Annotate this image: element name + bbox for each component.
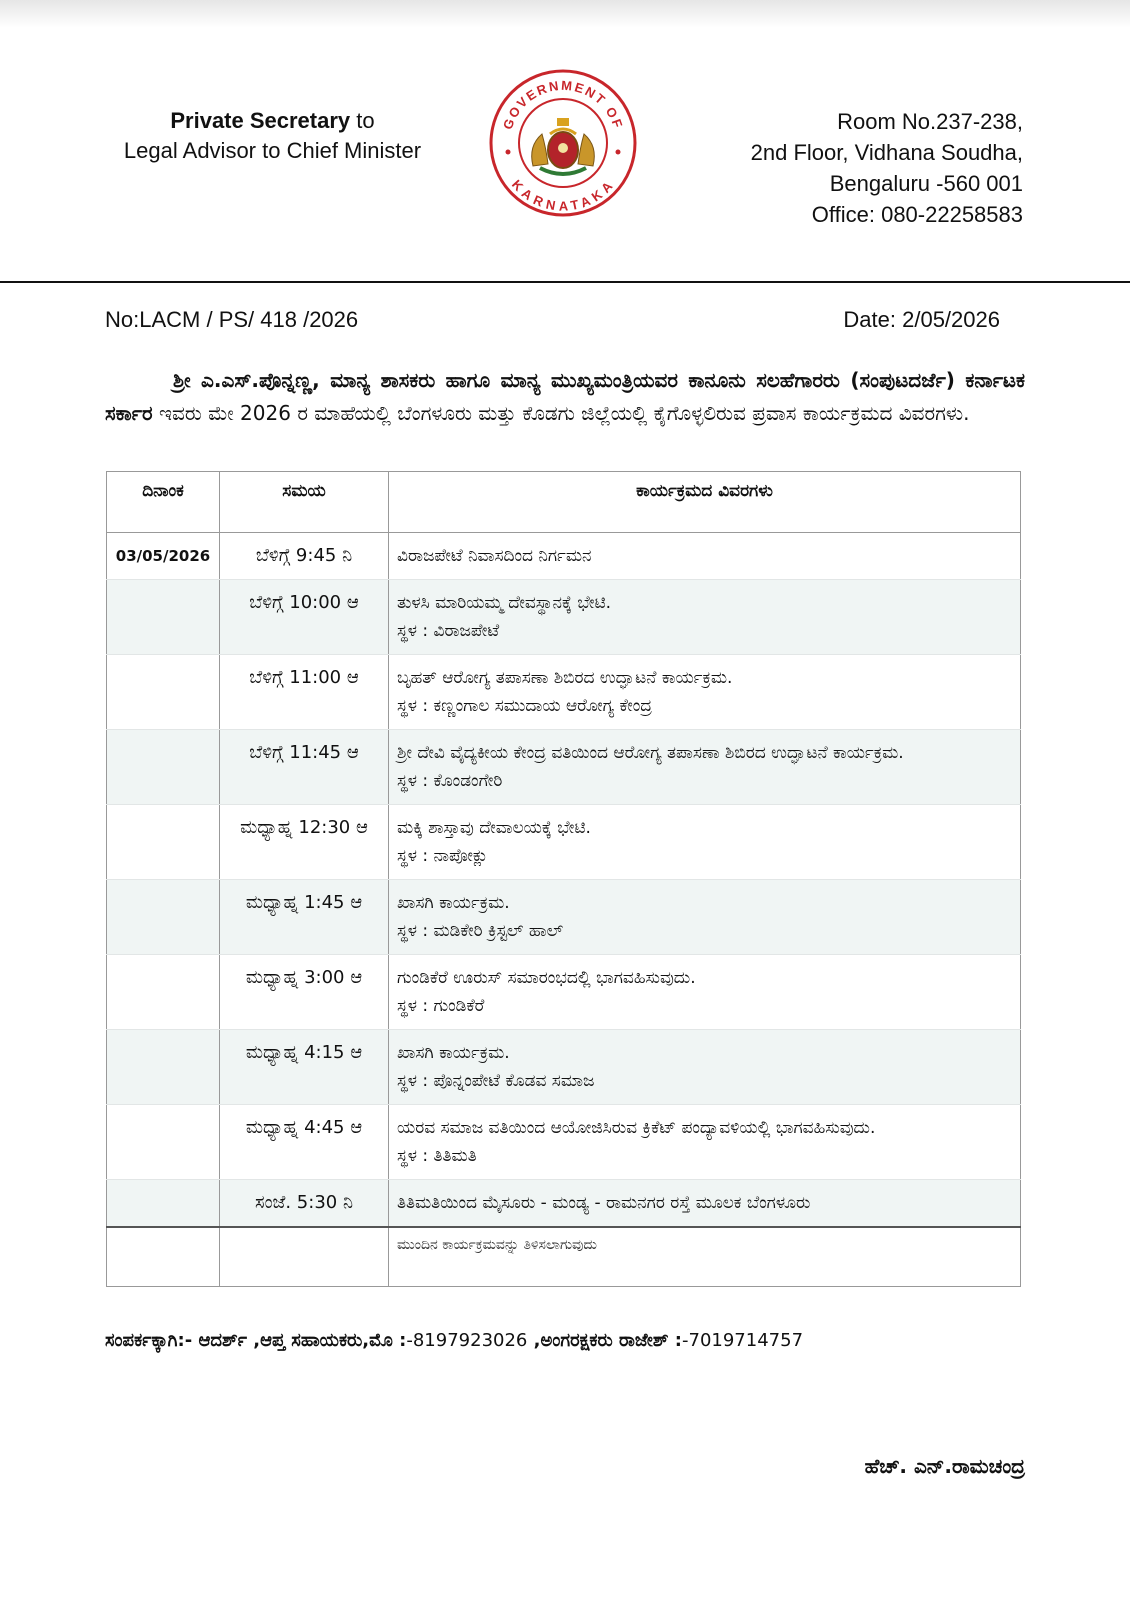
event-line: ಸ್ಥಳ : ವಿರಾಜಪೇಟೆ (397, 621, 500, 641)
sender-title (105, 106, 440, 166)
row-time: ಬೆಳಿಗ್ಗೆ 10:00 ಆ (220, 580, 389, 655)
sender-role-suffix: to (350, 108, 375, 133)
row-date (107, 1180, 220, 1228)
row-details (389, 655, 1021, 730)
row-date: 03/05/2026 (107, 533, 220, 580)
row-time: ಮಧ್ಯಾಹ್ನ 4:15 ಆ (220, 1030, 389, 1105)
header-time: ಸಮಯ (220, 472, 389, 533)
row-date (107, 880, 220, 955)
event-description: ಯರವ ಸಮಾಜ ವತಿಯಿಂದ ಆಯೋಜಿಸಿರುವ ಕ್ರಿಕೆಟ್ ಪಂದ್ಯಾವಳಿಯಲ್ಲಿ ಭಾಗವಹಿಸುವುದು. (397, 1118, 876, 1138)
event-description: ಮಕ್ಕಿ ಶಾಸ್ತಾವು ದೇವಾಲಯಕ್ಕೆ ಭೇಟಿ. (397, 818, 591, 838)
intro-paragraph (105, 364, 1025, 430)
address-line: Bengaluru -560 001 (829, 171, 1023, 196)
row-date (107, 805, 220, 880)
office-address (693, 106, 1023, 230)
event-description: ತುಳಸಿ ಮಾರಿಯಮ್ಮ ದೇವಸ್ಥಾನಕ್ಕೆ ಭೇಟಿ. (397, 593, 612, 613)
row-details (389, 1105, 1021, 1180)
row-time: ಬೆಳಿಗ್ಗೆ 11:45 ಆ (220, 730, 389, 805)
row-details (389, 533, 1021, 580)
event-description: ತಿತಿಮತಿಯಿಂದ ಮೈಸೂರು - ಮಂಡ್ಯ - ರಾಮನಗರ ರಸ್ತೆ ಮೂಲಕ ಬೆಂಗಳೂರು (397, 1193, 811, 1213)
event-line: ಸ್ಥಳ : ತಿತಿಮತಿ (397, 1146, 477, 1166)
table-row (107, 1030, 1021, 1105)
contact-bodyguard: ,ಅಂಗರಕ್ಷಕರು ರಾಜೇಶ್ : (527, 1330, 682, 1351)
event-line: ಸ್ಥಳ : ನಾಪೋಕ್ಲು (397, 846, 488, 866)
header-details: ಕಾರ್ಯಕ್ರಮದ ವಿವರಗಳು (389, 472, 1021, 533)
sender-office: Legal Advisor to Chief Minister (123, 138, 422, 163)
karnataka-seal-logo (488, 68, 638, 218)
svg-text:GOVERNMENT OF: GOVERNMENT OF (499, 77, 627, 132)
row-time: ಸಂಜೆ. 5:30 ನಿ (220, 1180, 389, 1228)
contact-phone: -7019714757 (682, 1330, 804, 1351)
address-line: 2nd Floor, Vidhana Soudha, (750, 140, 1023, 165)
row-date (107, 1105, 220, 1180)
reference-line (105, 307, 1000, 333)
footer-note: ಮುಂದಿನ ಕಾರ್ಯಕ್ರಮವನ್ನು ತಿಳಿಸಲಾಗುವುದು (389, 1227, 1021, 1287)
event-line: ಸ್ಥಳ : ಕಣ್ಣಂಗಾಲ ಸಮುದಾಯ ಆರೋಗ್ಯ ಕೇಂದ್ರ (397, 696, 653, 716)
row-date (107, 955, 220, 1030)
row-details (389, 1180, 1021, 1228)
sender-role: Private Secretary (170, 108, 351, 133)
row-details (389, 955, 1021, 1030)
row-details (389, 805, 1021, 880)
header-date: ದಿನಾಂಕ (107, 472, 220, 533)
event-line: ಸ್ಥಳ : ಪೊನ್ನಂಪೇಟೆ ಕೊಡವ ಸಮಾಜ (397, 1071, 595, 1091)
table-row (107, 1105, 1021, 1180)
table-footer-row (107, 1227, 1021, 1287)
event-description: ಖಾಸಗಿ ಕಾರ್ಯಕ್ರಮ. (397, 893, 510, 913)
event-description: ಗುಂಡಿಕೆರೆ ಊರುಸ್ ಸಮಾರಂಭದಲ್ಲಿ ಭಾಗವಹಿಸುವುದು. (397, 968, 696, 988)
intro-subject: ಶ್ರೀ ಎ.ಎಸ್.ಪೊನ್ನಣ್ಣ, ಮಾನ್ಯ ಶಾಸಕರು ಹಾಗೂ ಮಾನ್ಯ ಮುಖ್ಯಮಂತ್ರಿಯವರ ಕಾನೂನು ಸಲಹೆಗಾರರು (ಸಂಪುಟದರ್ಜೆ) ಕರ್ನಾಟಕ ಸರ್ಕಾರ (105, 368, 1025, 425)
row-time: ಬೆಳಿಗ್ಗೆ 9:45 ನಿ (220, 533, 389, 580)
reference-number: No:LACM / PS/ 418 /2026 (105, 307, 359, 332)
row-details (389, 730, 1021, 805)
header-divider (0, 281, 1130, 283)
signature-name: ಹೆಚ್. ಎನ್.ರಾಮಚಂದ್ರ (864, 1454, 1025, 1478)
row-time: ಮಧ್ಯಾಹ್ನ 12:30 ಆ (220, 805, 389, 880)
row-date (107, 1030, 220, 1105)
table-row (107, 1180, 1021, 1228)
event-line: ಸ್ಥಳ : ಗುಂಡಿಕೆರೆ (397, 996, 485, 1016)
table-row (107, 955, 1021, 1030)
footer-empty-cell (107, 1227, 220, 1287)
row-time: ಮಧ್ಯಾಹ್ನ 4:45 ಆ (220, 1105, 389, 1180)
event-line: ಸ್ಥಳ : ಕೊಂಡಂಗೇರಿ (397, 771, 503, 791)
row-time: ಮಧ್ಯಾಹ್ನ 3:00 ಆ (220, 955, 389, 1030)
table-row (107, 580, 1021, 655)
office-phone: Office: 080-22258583 (811, 202, 1023, 227)
row-date (107, 730, 220, 805)
table-row (107, 533, 1021, 580)
row-date (107, 580, 220, 655)
footer-empty-cell (220, 1227, 389, 1287)
table-row (107, 805, 1021, 880)
contact-phone: -8197923026 (406, 1330, 528, 1351)
row-details (389, 880, 1021, 955)
svg-text:KARNATAKA: KARNATAKA (508, 176, 618, 214)
row-details (389, 1030, 1021, 1105)
table-row (107, 880, 1021, 955)
event-description: ಖಾಸಗಿ ಕಾರ್ಯಕ್ರಮ. (397, 1043, 510, 1063)
event-line: ಸ್ಥಳ : ಮಡಿಕೇರಿ ಕ್ರಿಸ್ಟಲ್ ಹಾಲ್ (397, 921, 564, 941)
table-row (107, 730, 1021, 805)
row-details (389, 580, 1021, 655)
row-time: ಮಧ್ಯಾಹ್ನ 1:45 ಆ (220, 880, 389, 955)
contact-line (105, 1330, 1035, 1351)
row-date (107, 655, 220, 730)
table-row (107, 655, 1021, 730)
event-description: ಶ್ರೀ ದೇವಿ ವೈದ್ಯಕೀಯ ಕೇಂದ್ರ ವತಿಯಿಂದ ಆರೋಗ್ಯ ತಪಾಸಣಾ ಶಿಬಿರದ ಉದ್ಘಾಟನೆ ಕಾರ್ಯಕ್ರಮ. (397, 743, 904, 763)
contact-label: ಸಂಪರ್ಕಕ್ಕಾಗಿ:- ಆದರ್ಶ್ ,ಆಪ್ತ ಸಹಾಯಕರು,ಮೊ : (105, 1330, 407, 1351)
page-top-shadow (0, 0, 1130, 28)
letter-date: Date: 2/05/2026 (843, 307, 1000, 332)
schedule-table (106, 471, 1021, 1287)
intro-text: ಇವರು ಮೇ 2026 ರ ಮಾಹೆಯಲ್ಲಿ ಬೆಂಗಳೂರು ಮತ್ತು ಕೊಡಗು ಜಿಲ್ಲೆಯಲ್ಲಿ ಕೈಗೊಳ್ಳಲಿರುವ ಪ್ರವಾಸ ಕಾರ್ಯಕ್ರಮದ ವಿವರಗಳು. (152, 401, 970, 425)
event-description: ವಿರಾಜಪೇಟೆ ನಿವಾಸದಿಂದ ನಿರ್ಗಮನ (397, 546, 592, 566)
address-line: Room No.237-238, (837, 109, 1023, 134)
row-time: ಬೆಳಿಗ್ಗೆ 11:00 ಆ (220, 655, 389, 730)
event-description: ಬೃಹತ್ ಆರೋಗ್ಯ ತಪಾಸಣಾ ಶಿಬಿರದ ಉದ್ಘಾಟನೆ ಕಾರ್ಯಕ್ರಮ. (397, 668, 733, 688)
table-header-row (107, 472, 1021, 533)
